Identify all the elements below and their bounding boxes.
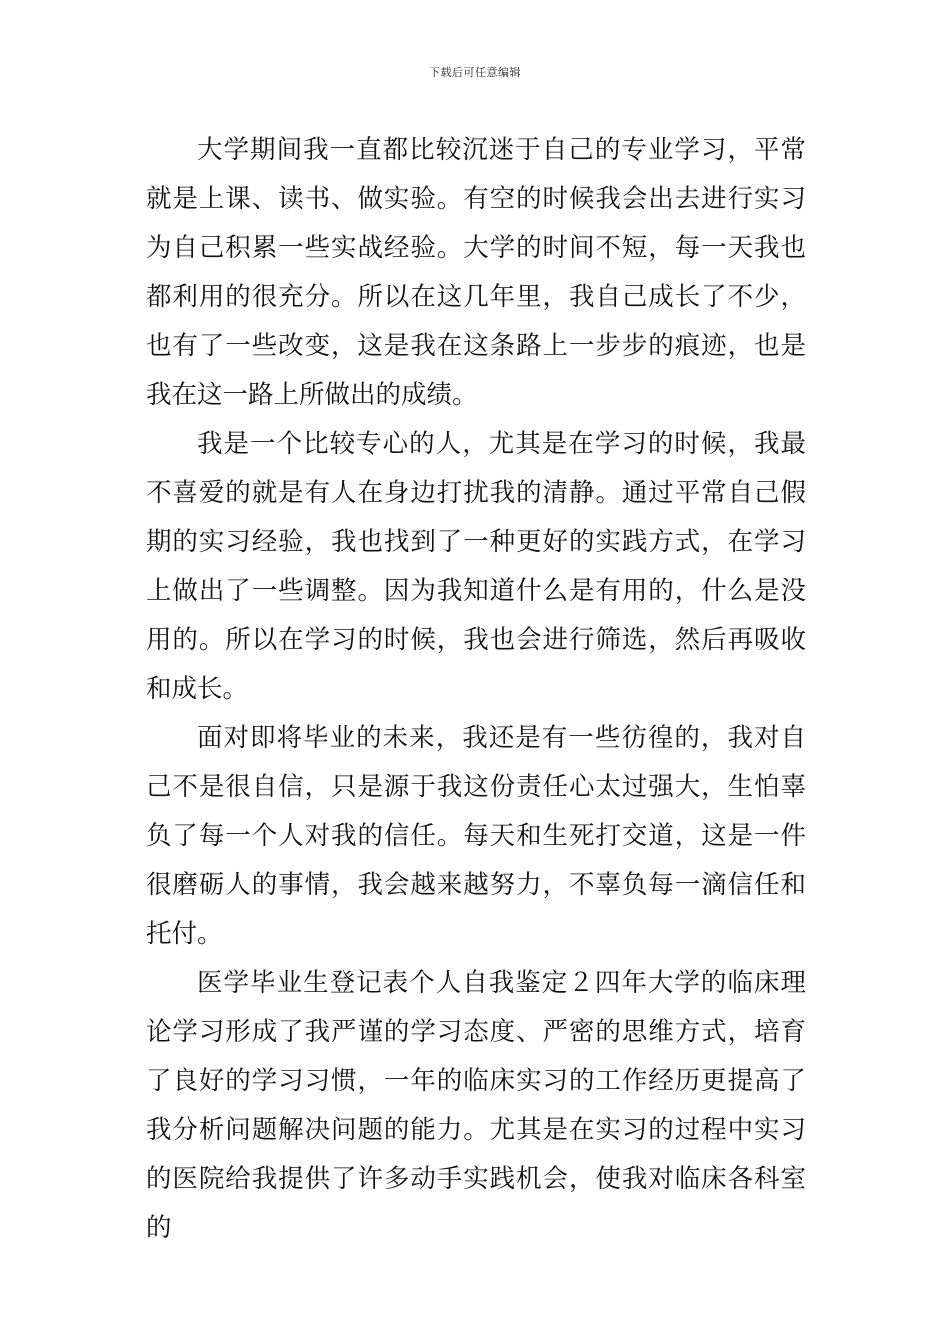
paragraph-2: 我是一个比较专心的人，尤其是在学习的时候，我最不喜爱的就是有人在身边打扰我的清静。通过平常自己假期的实习经验，我也找到了一种更好的实践方式，在学习上做出了一些调整。因为我知道什么是有用的，什么是没用的。所以在学习的时候，我也会进行筛选，然后再吸收和成长。: [146, 429, 806, 704]
paragraph-3: 面对即将毕业的未来，我还是有一些彷徨的，我对自己不是很自信，只是源于我这份责任心太过强大，生怕辜负了每一个人对我的信任。每天和生死打交道，这是一件很磨砺人的事情，我会越来越努力，不辜负每一滴信任和托付。: [146, 723, 806, 949]
document-body: [146, 126, 806, 1253]
paragraph-1: 大学期间我一直都比较沉迷于自己的专业学习，平常就是上课、读书、做实验。有空的时候我会出去进行实习为自己积累一些实战经验。大学的时间不短，每一天我也都利用的很充分。所以在这几年里，我自己成长了不少，也有了一些改变，这是我在这条路上一步步的痕迹，也是我在这一路上所做出的成绩。: [146, 135, 806, 410]
paragraph-4: 医学毕业生登记表个人自我鉴定２四年大学的临床理论学习形成了我严谨的学习态度、严密的思维方式，培育了良好的学习习惯，一年的临床实习的工作经历更提高了我分析问题解决问题的能力。尤其是在实习的过程中实习的医院给我提供了许多动手实践机会，使我对临床各科室的: [146, 968, 806, 1243]
page-header: 下载后可任意编辑: [429, 66, 521, 79]
